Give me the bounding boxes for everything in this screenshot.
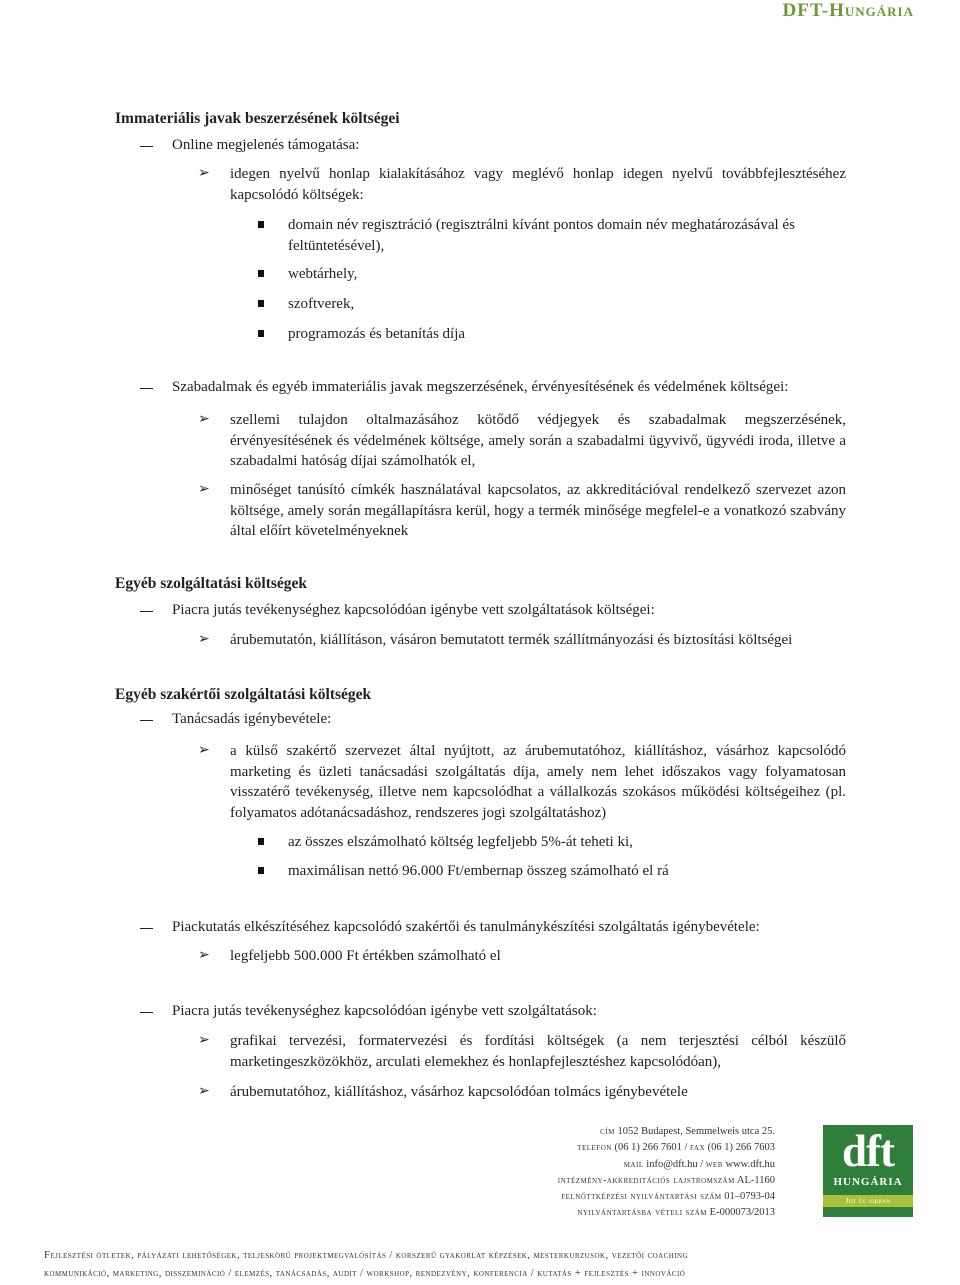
footer-line-2: kommunikáció, marketing, disszemináció / elemzés, tanácsadás, audit / workshop, rendezvény, konferencia / kutatás + fejlesztés + innováció [44, 1268, 686, 1279]
logo-tagline: Jót és jobban [823, 1195, 913, 1207]
phone-label: telefon [577, 1142, 612, 1154]
dash-bullet [140, 720, 153, 721]
section-heading: Immateriális javak beszerzésének költségei [115, 110, 400, 127]
square-bullet-icon [258, 270, 264, 277]
registration-line [558, 1205, 775, 1221]
list-item: Piackutatás elkészítéséhez kapcsolódó szakértői és tanulmánykészítési szolgáltatás igénybevétele: [172, 919, 760, 935]
list-item: árubemutatón, kiállításon, vásáron bemutatott termék szállítmányozási és biztosítási költségei [230, 632, 793, 648]
square-bullet-icon [258, 867, 264, 874]
address-line [558, 1124, 775, 1140]
arrow-bullet-icon: ➢ [198, 482, 210, 497]
list-item: minőséget tanúsító címkék használatával kapcsolatos, az akkreditációval rendelkező szervezet azon költsége, amely során megállapításra kerül, hogy a termék minősége megfelel-e a vonatkozó szabvány által előírt követelményeknek [230, 482, 846, 539]
fax-label: fax [690, 1142, 705, 1154]
dash-bullet [140, 611, 153, 612]
phone-line [558, 1140, 775, 1156]
list-item: szoftverek, [288, 296, 355, 312]
accreditation-label: intézmény-akkreditációs lajstromszám [557, 1174, 735, 1186]
list-item: Piacra jutás tevékenységhez kapcsolódóan igénybe vett szolgáltatások: [172, 1003, 597, 1019]
dash-bullet [140, 146, 153, 147]
arrow-bullet-icon: ➢ [198, 412, 210, 427]
registration-label: nyilvántartásba vételi szám [577, 1207, 708, 1219]
arrow-bullet-icon: ➢ [198, 1033, 210, 1048]
mail-link[interactable]: info@dft.hu [646, 1158, 698, 1170]
accreditation-value: AL-1160 [736, 1174, 775, 1186]
list-item: Szabadalmak és egyéb immateriális javak megszerzésének, érvényesítésének és védelmének költségei: [172, 379, 789, 395]
list-item: domain név regisztráció (regisztrálni kívánt pontos domain név meghatározásával és feltüntetésével), [288, 217, 795, 254]
list-item: webtárhely, [288, 266, 358, 282]
contact-block [558, 1124, 775, 1222]
section-heading: Egyéb szolgáltatási költségek [115, 575, 308, 592]
registry-value: 01–0793-04 [724, 1191, 775, 1203]
list-item: maximálisan nettó 96.000 Ft/embernap összeg számolható el rá [288, 863, 669, 879]
square-bullet-icon [258, 300, 264, 307]
footer-line-1: Fejlesztési ötletek, pályázati lehetőségek, teljeskörű projektmegvalósítás / korszerű gyakorlat képzések, mesterkurzusok, vezetői coaching [44, 1250, 689, 1261]
list-item: a külső szakértő szervezet által nyújtott, az árubemutatóhoz, kiállításhoz, vásárhoz kapcsolódó marketing és üzleti tanácsadási szolgáltatás díja, amely nem lehet időszakos vagy folyamatosan visszatérő tevékenység, illetve nem kapcsolódhat a vállalkozás szokásos működési költségeihez (pl. folyamatos adótanácsadáshoz, rendszeres jogi szolgáltatáshoz) [230, 743, 846, 821]
accreditation-line [558, 1173, 775, 1189]
separator: / [684, 1142, 688, 1154]
dash-bullet [140, 388, 153, 389]
square-bullet-icon [258, 838, 264, 845]
brand-title: DFT-Hungária [782, 0, 914, 21]
square-bullet-icon [258, 330, 264, 337]
web-label: web [705, 1158, 723, 1170]
arrow-bullet-icon: ➢ [198, 166, 210, 181]
dash-bullet [140, 928, 153, 929]
arrow-bullet-icon: ➢ [198, 632, 210, 647]
list-item: grafikai tervezési, formatervezési és fordítási költségek (a nem terjesztési célból készülő marketingeszközökhöz, arculati elemekhez és honlapfejlesztéshez kapcsolódóan), [230, 1033, 846, 1070]
list-item: Online megjelenés támogatása: [172, 137, 360, 153]
logo-wordmark: dft [842, 1126, 894, 1176]
phone-value: (06 1) 266 7601 [614, 1142, 682, 1154]
list-item: Tanácsadás igénybevétele: [172, 711, 332, 727]
dft-logo [823, 1125, 913, 1217]
section-heading: Egyéb szakértői szolgáltatási költségek [115, 686, 372, 703]
list-item: Piacra jutás tevékenységhez kapcsolódóan igénybe vett szolgáltatások költségei: [172, 602, 655, 618]
separator: / [700, 1158, 704, 1170]
list-item: legfeljebb 500.000 Ft értékben számolható el [230, 948, 501, 964]
arrow-bullet-icon: ➢ [198, 948, 210, 963]
list-item: az összes elszámolható költség legfeljebb 5%-át teheti ki, [288, 834, 633, 850]
list-item: idegen nyelvű honlap kialakításához vagy meglévő honlap idegen nyelvű továbbfejlesztéséhez kapcsolódó költségek: [230, 166, 846, 203]
mail-label: mail [623, 1158, 644, 1170]
list-item: programozás és betanítás díja [288, 326, 466, 342]
mail-line [558, 1157, 775, 1173]
arrow-bullet-icon: ➢ [198, 743, 210, 758]
dash-bullet [140, 1012, 153, 1013]
web-link[interactable]: www.dft.hu [725, 1158, 775, 1170]
address-value: 1052 Budapest, Semmelweis utca 25. [617, 1126, 775, 1137]
logo-subtitle: HUNGÁRIA [833, 1176, 903, 1188]
list-item: szellemi tulajdon oltalmazásához kötődő védjegyek és szabadalmak megszerzésének, érvényesítésének és védelmének költsége, amely során a szabadalmi ügyvivő, ügyvédi iroda, illetve a szabadalmi hatóság díjai számolhatók el, [230, 412, 846, 469]
fax-value: (06 1) 266 7603 [707, 1142, 775, 1154]
registry-line [558, 1189, 775, 1205]
registry-label: felnőttképzési nyilvántartási szám [561, 1191, 722, 1203]
registration-value: E-000073/2013 [709, 1207, 775, 1219]
address-label: cím [600, 1126, 615, 1137]
arrow-bullet-icon: ➢ [198, 1084, 210, 1099]
list-item: árubemutatóhoz, kiállításhoz, vásárhoz kapcsolódóan tolmács igénybevétele [230, 1084, 688, 1100]
square-bullet-icon [258, 221, 264, 228]
